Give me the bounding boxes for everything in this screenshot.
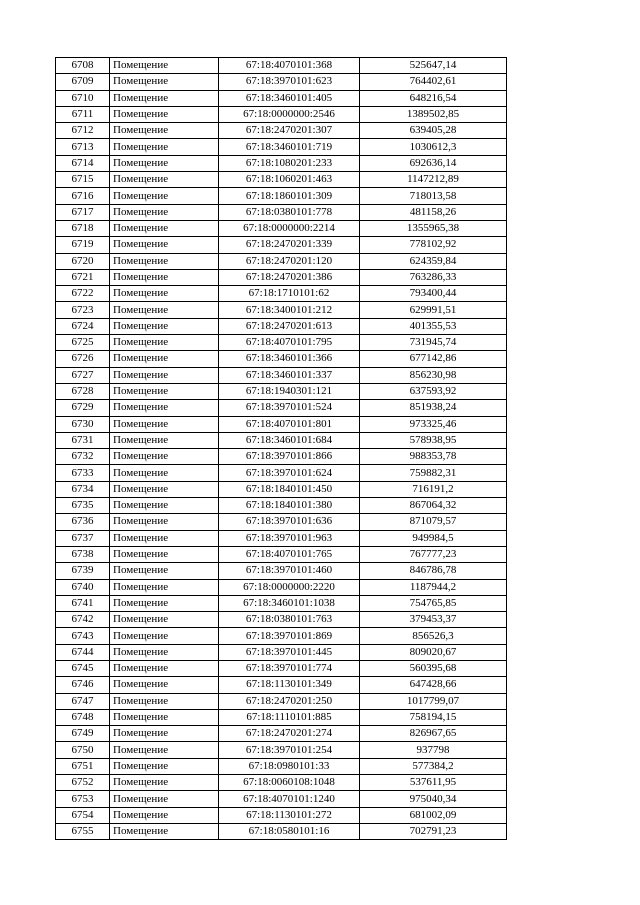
row-number-cell: 6751 [56, 758, 110, 774]
row-number-cell: 6748 [56, 709, 110, 725]
row-number-cell: 6722 [56, 286, 110, 302]
object-type-cell: Помещение [110, 155, 219, 171]
table-row [56, 416, 507, 432]
table-row [56, 123, 507, 139]
object-type-cell: Помещение [110, 823, 219, 839]
row-number-cell: 6755 [56, 823, 110, 839]
row-number-cell: 6737 [56, 530, 110, 546]
cadastral-number-cell: 67:18:4070101:795 [219, 335, 360, 351]
row-number-cell: 6728 [56, 383, 110, 399]
object-type-cell: Помещение [110, 644, 219, 660]
cadastral-value-cell: 639405,28 [360, 123, 507, 139]
row-number-cell: 6708 [56, 58, 110, 74]
object-type-cell: Помещение [110, 530, 219, 546]
cadastral-number-cell: 67:18:2470201:250 [219, 693, 360, 709]
cadastral-number-cell: 67:18:3970101:963 [219, 530, 360, 546]
cadastral-value-cell: 677142,86 [360, 351, 507, 367]
table-row [56, 302, 507, 318]
cadastral-value-cell: 778102,92 [360, 237, 507, 253]
object-type-cell: Помещение [110, 237, 219, 253]
row-number-cell: 6723 [56, 302, 110, 318]
cadastral-value-cell: 826967,65 [360, 726, 507, 742]
row-number-cell: 6718 [56, 220, 110, 236]
registry-table-body [56, 58, 507, 840]
cadastral-value-cell: 758194,15 [360, 709, 507, 725]
row-number-cell: 6721 [56, 269, 110, 285]
table-row [56, 172, 507, 188]
table-row [56, 367, 507, 383]
table-row [56, 449, 507, 465]
cadastral-number-cell: 67:18:3970101:624 [219, 465, 360, 481]
object-type-cell: Помещение [110, 302, 219, 318]
cadastral-number-cell: 67:18:0000000:2546 [219, 106, 360, 122]
row-number-cell: 6735 [56, 498, 110, 514]
object-type-cell: Помещение [110, 758, 219, 774]
table-row [56, 530, 507, 546]
row-number-cell: 6720 [56, 253, 110, 269]
cadastral-number-cell: 67:18:2470201:339 [219, 237, 360, 253]
cadastral-value-cell: 1187944,2 [360, 579, 507, 595]
table-row [56, 286, 507, 302]
cadastral-number-cell: 67:18:3460101:337 [219, 367, 360, 383]
row-number-cell: 6727 [56, 367, 110, 383]
cadastral-value-cell: 537611,95 [360, 775, 507, 791]
row-number-cell: 6745 [56, 660, 110, 676]
cadastral-value-cell: 629991,51 [360, 302, 507, 318]
object-type-cell: Помещение [110, 481, 219, 497]
row-number-cell: 6710 [56, 90, 110, 106]
cadastral-number-cell: 67:18:1840101:380 [219, 498, 360, 514]
object-type-cell: Помещение [110, 563, 219, 579]
cadastral-number-cell: 67:18:3970101:254 [219, 742, 360, 758]
object-type-cell: Помещение [110, 514, 219, 530]
table-row [56, 660, 507, 676]
table-row [56, 807, 507, 823]
object-type-cell: Помещение [110, 74, 219, 90]
object-type-cell: Помещение [110, 318, 219, 334]
table-row [56, 481, 507, 497]
object-type-cell: Помещение [110, 498, 219, 514]
row-number-cell: 6743 [56, 628, 110, 644]
cadastral-value-cell: 937798 [360, 742, 507, 758]
table-row [56, 383, 507, 399]
object-type-cell: Помещение [110, 612, 219, 628]
cadastral-number-cell: 67:18:3460101:684 [219, 432, 360, 448]
cadastral-value-cell: 718013,58 [360, 188, 507, 204]
row-number-cell: 6750 [56, 742, 110, 758]
table-row [56, 318, 507, 334]
cadastral-value-cell: 763286,33 [360, 269, 507, 285]
object-type-cell: Помещение [110, 775, 219, 791]
row-number-cell: 6738 [56, 546, 110, 562]
table-row [56, 726, 507, 742]
cadastral-value-cell: 624359,84 [360, 253, 507, 269]
table-row [56, 400, 507, 416]
object-type-cell: Помещение [110, 546, 219, 562]
cadastral-number-cell: 67:18:4070101:368 [219, 58, 360, 74]
cadastral-number-cell: 67:18:0060108:1048 [219, 775, 360, 791]
object-type-cell: Помещение [110, 677, 219, 693]
cadastral-number-cell: 67:18:1130101:349 [219, 677, 360, 693]
object-type-cell: Помещение [110, 172, 219, 188]
cadastral-number-cell: 67:18:1710101:62 [219, 286, 360, 302]
row-number-cell: 6740 [56, 579, 110, 595]
cadastral-value-cell: 759882,31 [360, 465, 507, 481]
cadastral-number-cell: 67:18:1860101:309 [219, 188, 360, 204]
row-number-cell: 6741 [56, 595, 110, 611]
table-row [56, 220, 507, 236]
table-row [56, 546, 507, 562]
object-type-cell: Помещение [110, 383, 219, 399]
table-row [56, 90, 507, 106]
object-type-cell: Помещение [110, 204, 219, 220]
table-row [56, 514, 507, 530]
table-row [56, 351, 507, 367]
table-row [56, 563, 507, 579]
cadastral-value-cell: 764402,61 [360, 74, 507, 90]
row-number-cell: 6732 [56, 449, 110, 465]
table-row [56, 644, 507, 660]
row-number-cell: 6754 [56, 807, 110, 823]
table-row [56, 237, 507, 253]
row-number-cell: 6717 [56, 204, 110, 220]
table-row [56, 269, 507, 285]
cadastral-number-cell: 67:18:2470201:386 [219, 269, 360, 285]
object-type-cell: Помещение [110, 595, 219, 611]
table-row [56, 677, 507, 693]
cadastral-value-cell: 846786,78 [360, 563, 507, 579]
row-number-cell: 6712 [56, 123, 110, 139]
row-number-cell: 6742 [56, 612, 110, 628]
cadastral-number-cell: 67:18:3460101:719 [219, 139, 360, 155]
table-row [56, 758, 507, 774]
cadastral-value-cell: 731945,74 [360, 335, 507, 351]
cadastral-value-cell: 1355965,38 [360, 220, 507, 236]
table-row [56, 155, 507, 171]
row-number-cell: 6733 [56, 465, 110, 481]
cadastral-number-cell: 67:18:0380101:763 [219, 612, 360, 628]
object-type-cell: Помещение [110, 709, 219, 725]
object-type-cell: Помещение [110, 220, 219, 236]
cadastral-value-cell: 793400,44 [360, 286, 507, 302]
cadastral-number-cell: 67:18:1840101:450 [219, 481, 360, 497]
cadastral-value-cell: 809020,67 [360, 644, 507, 660]
cadastral-value-cell: 1017799,07 [360, 693, 507, 709]
table-row [56, 612, 507, 628]
cadastral-value-cell: 681002,09 [360, 807, 507, 823]
object-type-cell: Помещение [110, 791, 219, 807]
row-number-cell: 6711 [56, 106, 110, 122]
table-row [56, 58, 507, 74]
object-type-cell: Помещение [110, 449, 219, 465]
cadastral-number-cell: 67:18:3970101:460 [219, 563, 360, 579]
row-number-cell: 6749 [56, 726, 110, 742]
row-number-cell: 6752 [56, 775, 110, 791]
cadastral-number-cell: 67:18:3970101:623 [219, 74, 360, 90]
cadastral-number-cell: 67:18:1130101:272 [219, 807, 360, 823]
row-number-cell: 6753 [56, 791, 110, 807]
row-number-cell: 6714 [56, 155, 110, 171]
cadastral-value-cell: 560395,68 [360, 660, 507, 676]
property-registry-table [55, 57, 507, 840]
table-row [56, 498, 507, 514]
cadastral-value-cell: 851938,24 [360, 400, 507, 416]
object-type-cell: Помещение [110, 400, 219, 416]
cadastral-value-cell: 577384,2 [360, 758, 507, 774]
cadastral-value-cell: 637593,92 [360, 383, 507, 399]
cadastral-number-cell: 67:18:3460101:405 [219, 90, 360, 106]
cadastral-value-cell: 1389502,85 [360, 106, 507, 122]
row-number-cell: 6734 [56, 481, 110, 497]
cadastral-number-cell: 67:18:0000000:2220 [219, 579, 360, 595]
cadastral-value-cell: 401355,53 [360, 318, 507, 334]
object-type-cell: Помещение [110, 367, 219, 383]
table-row [56, 106, 507, 122]
cadastral-value-cell: 648216,54 [360, 90, 507, 106]
table-row [56, 432, 507, 448]
cadastral-value-cell: 988353,78 [360, 449, 507, 465]
cadastral-number-cell: 67:18:3460101:1038 [219, 595, 360, 611]
table-row [56, 335, 507, 351]
cadastral-number-cell: 67:18:4070101:1240 [219, 791, 360, 807]
object-type-cell: Помещение [110, 726, 219, 742]
row-number-cell: 6747 [56, 693, 110, 709]
table-row [56, 253, 507, 269]
row-number-cell: 6725 [56, 335, 110, 351]
table-row [56, 579, 507, 595]
cadastral-number-cell: 67:18:3970101:869 [219, 628, 360, 644]
table-row [56, 823, 507, 839]
row-number-cell: 6739 [56, 563, 110, 579]
table-row [56, 188, 507, 204]
object-type-cell: Помещение [110, 123, 219, 139]
cadastral-value-cell: 871079,57 [360, 514, 507, 530]
cadastral-value-cell: 767777,23 [360, 546, 507, 562]
cadastral-value-cell: 754765,85 [360, 595, 507, 611]
row-number-cell: 6736 [56, 514, 110, 530]
cadastral-number-cell: 67:18:2470201:274 [219, 726, 360, 742]
object-type-cell: Помещение [110, 139, 219, 155]
cadastral-number-cell: 67:18:1060201:463 [219, 172, 360, 188]
row-number-cell: 6724 [56, 318, 110, 334]
cadastral-number-cell: 67:18:4070101:765 [219, 546, 360, 562]
cadastral-number-cell: 67:18:4070101:801 [219, 416, 360, 432]
table-row [56, 775, 507, 791]
cadastral-value-cell: 1030612,3 [360, 139, 507, 155]
object-type-cell: Помещение [110, 90, 219, 106]
cadastral-number-cell: 67:18:3400101:212 [219, 302, 360, 318]
cadastral-value-cell: 525647,14 [360, 58, 507, 74]
cadastral-number-cell: 67:18:0000000:2214 [219, 220, 360, 236]
table-row [56, 791, 507, 807]
object-type-cell: Помещение [110, 416, 219, 432]
table-row [56, 465, 507, 481]
cadastral-value-cell: 856230,98 [360, 367, 507, 383]
table-row [56, 742, 507, 758]
object-type-cell: Помещение [110, 58, 219, 74]
table-row [56, 74, 507, 90]
row-number-cell: 6731 [56, 432, 110, 448]
object-type-cell: Помещение [110, 286, 219, 302]
cadastral-value-cell: 481158,26 [360, 204, 507, 220]
object-type-cell: Помещение [110, 465, 219, 481]
cadastral-number-cell: 67:18:3970101:774 [219, 660, 360, 676]
cadastral-value-cell: 578938,95 [360, 432, 507, 448]
cadastral-value-cell: 692636,14 [360, 155, 507, 171]
cadastral-value-cell: 1147212,89 [360, 172, 507, 188]
object-type-cell: Помещение [110, 106, 219, 122]
object-type-cell: Помещение [110, 432, 219, 448]
cadastral-number-cell: 67:18:3970101:524 [219, 400, 360, 416]
object-type-cell: Помещение [110, 742, 219, 758]
row-number-cell: 6726 [56, 351, 110, 367]
cadastral-number-cell: 67:18:3970101:866 [219, 449, 360, 465]
object-type-cell: Помещение [110, 351, 219, 367]
table-row [56, 595, 507, 611]
cadastral-number-cell: 67:18:3970101:445 [219, 644, 360, 660]
cadastral-number-cell: 67:18:0580101:16 [219, 823, 360, 839]
row-number-cell: 6719 [56, 237, 110, 253]
row-number-cell: 6709 [56, 74, 110, 90]
table-row [56, 709, 507, 725]
object-type-cell: Помещение [110, 628, 219, 644]
table-row [56, 204, 507, 220]
object-type-cell: Помещение [110, 579, 219, 595]
cadastral-number-cell: 67:18:0380101:778 [219, 204, 360, 220]
cadastral-number-cell: 67:18:1940301:121 [219, 383, 360, 399]
row-number-cell: 6730 [56, 416, 110, 432]
row-number-cell: 6744 [56, 644, 110, 660]
object-type-cell: Помещение [110, 188, 219, 204]
object-type-cell: Помещение [110, 335, 219, 351]
object-type-cell: Помещение [110, 253, 219, 269]
cadastral-number-cell: 67:18:2470201:120 [219, 253, 360, 269]
object-type-cell: Помещение [110, 807, 219, 823]
cadastral-value-cell: 867064,32 [360, 498, 507, 514]
cadastral-number-cell: 67:18:2470201:613 [219, 318, 360, 334]
cadastral-value-cell: 973325,46 [360, 416, 507, 432]
row-number-cell: 6746 [56, 677, 110, 693]
table-row [56, 693, 507, 709]
object-type-cell: Помещение [110, 660, 219, 676]
row-number-cell: 6715 [56, 172, 110, 188]
cadastral-number-cell: 67:18:1110101:885 [219, 709, 360, 725]
cadastral-value-cell: 949984,5 [360, 530, 507, 546]
cadastral-value-cell: 856526,3 [360, 628, 507, 644]
cadastral-value-cell: 379453,37 [360, 612, 507, 628]
row-number-cell: 6713 [56, 139, 110, 155]
table-row [56, 139, 507, 155]
cadastral-value-cell: 716191,2 [360, 481, 507, 497]
row-number-cell: 6729 [56, 400, 110, 416]
cadastral-number-cell: 67:18:0980101:33 [219, 758, 360, 774]
cadastral-number-cell: 67:18:3970101:636 [219, 514, 360, 530]
cadastral-number-cell: 67:18:2470201:307 [219, 123, 360, 139]
cadastral-value-cell: 975040,34 [360, 791, 507, 807]
cadastral-value-cell: 647428,66 [360, 677, 507, 693]
row-number-cell: 6716 [56, 188, 110, 204]
cadastral-value-cell: 702791,23 [360, 823, 507, 839]
cadastral-number-cell: 67:18:1080201:233 [219, 155, 360, 171]
object-type-cell: Помещение [110, 693, 219, 709]
table-row [56, 628, 507, 644]
object-type-cell: Помещение [110, 269, 219, 285]
cadastral-number-cell: 67:18:3460101:366 [219, 351, 360, 367]
